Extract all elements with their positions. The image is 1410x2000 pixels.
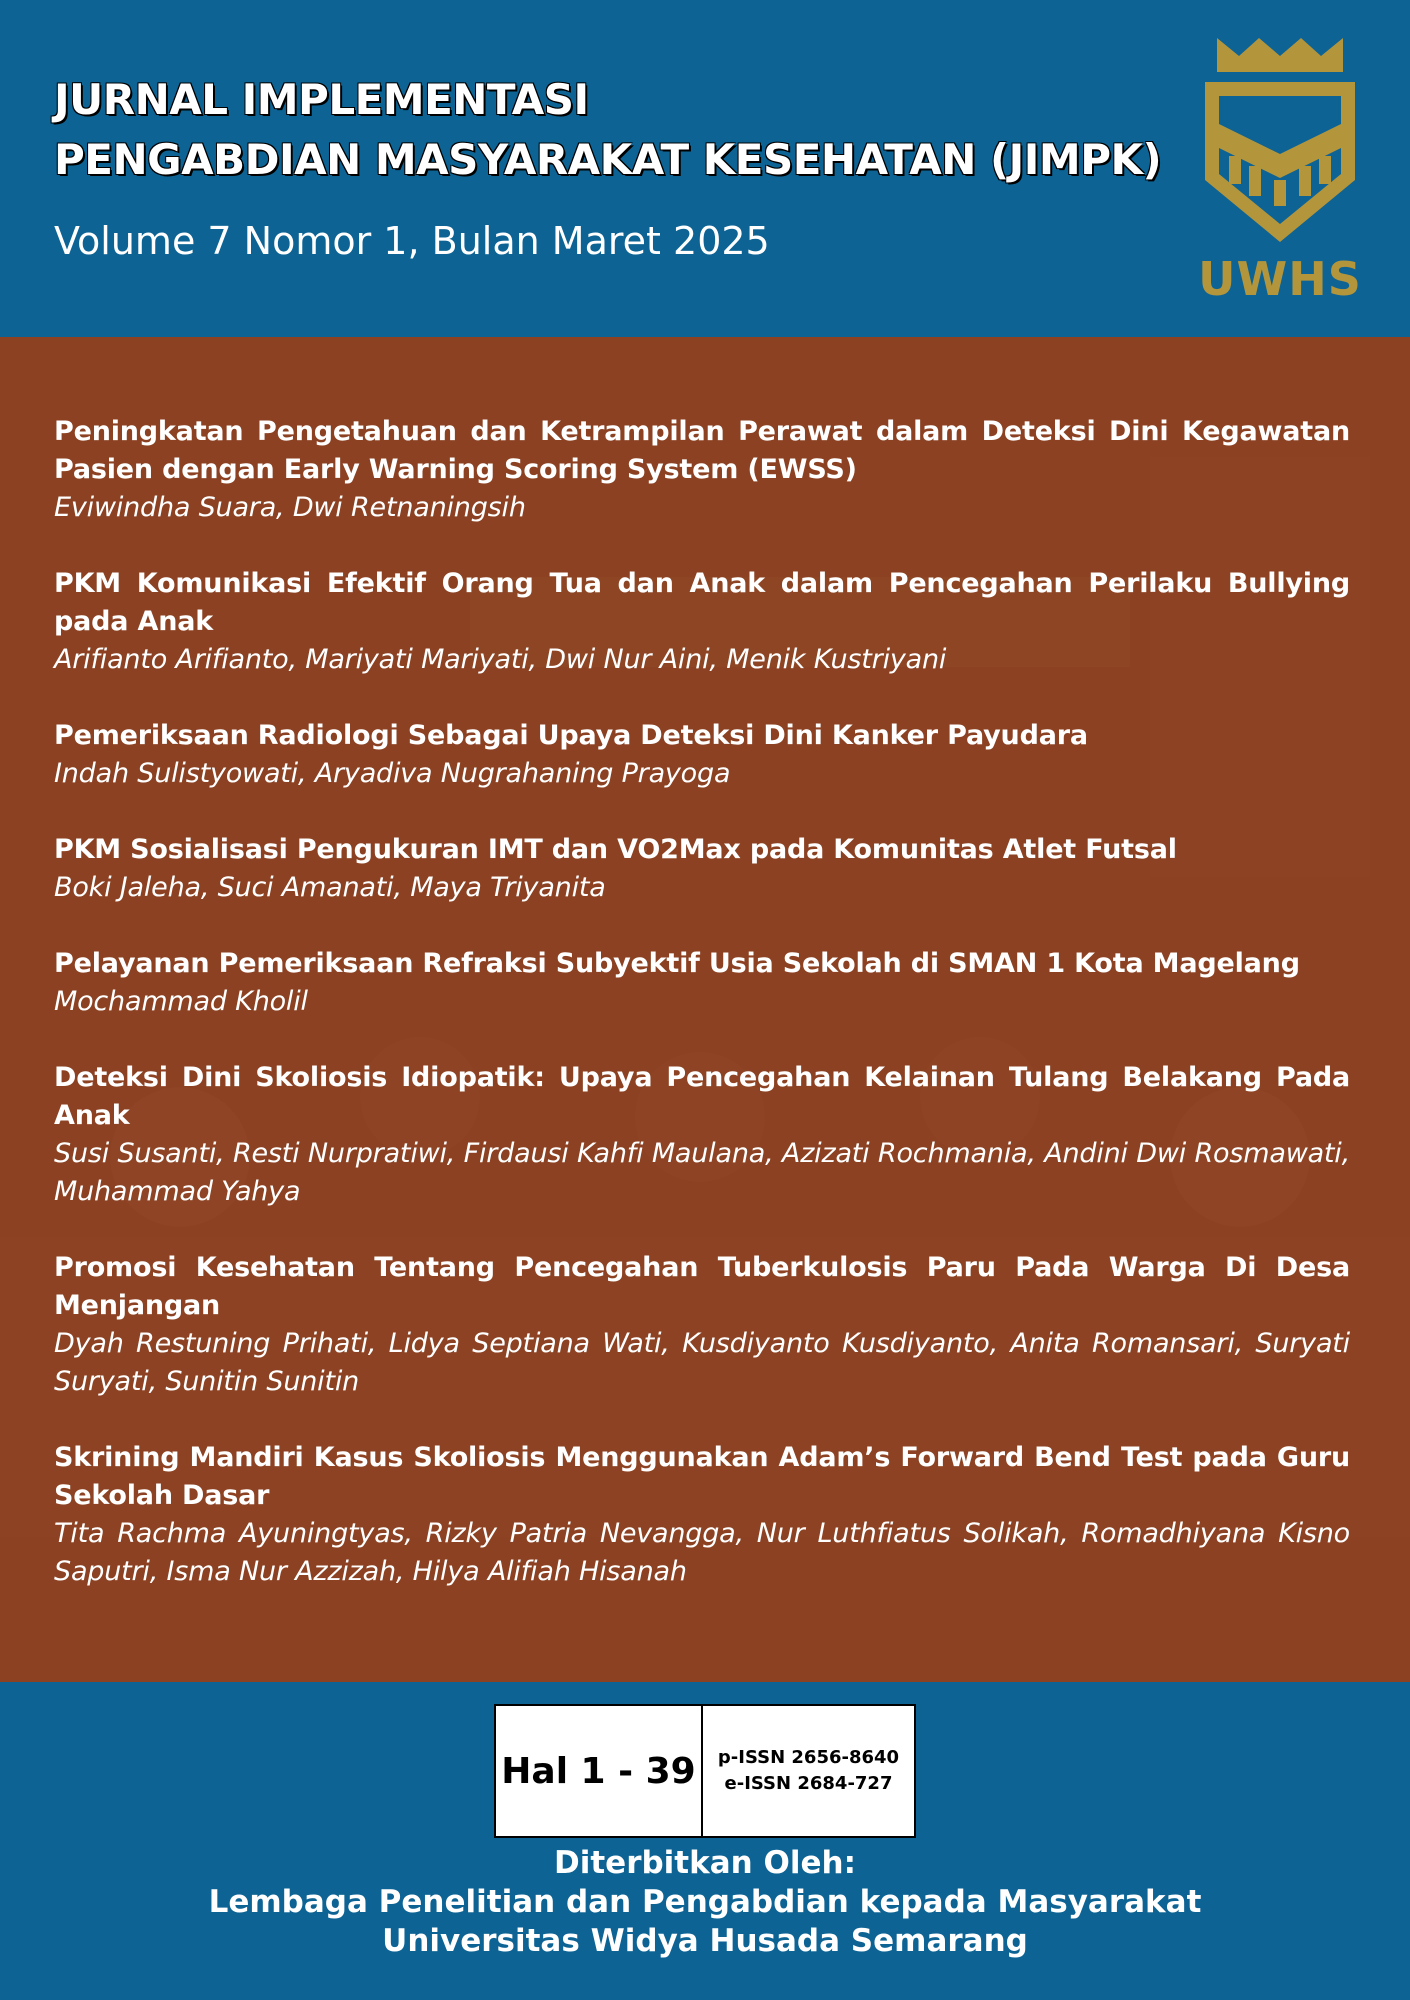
publisher-university: Universitas Widya Husada Semarang bbox=[382, 1923, 1028, 1959]
e-issn: e-ISSN 2684-727 bbox=[724, 1773, 893, 1794]
article-authors: Boki Jaleha, Suci Amanati, Maya Triyanita bbox=[54, 872, 606, 903]
journal-title-line-2: PENGABDIAN MASYARAKAT KESEHATAN (JIMPK) bbox=[54, 135, 1162, 184]
article-authors: Arifianto Arifianto, Mariyati Mariyati, Dwi Nur Aini, Menik Kustriyani bbox=[54, 644, 947, 675]
p-issn: p-ISSN 2656-8640 bbox=[717, 1747, 900, 1768]
article-item bbox=[54, 1439, 1350, 1591]
page-range-box: Hal 1 - 39 bbox=[494, 1704, 703, 1838]
article-title: Deteksi Dini Skoliosis Idiopatik: Upaya Pencegahan Kelainan Tulang Belakang Pada Anak bbox=[54, 1062, 1350, 1131]
article-title: PKM Komunikasi Efektif Orang Tua dan Anak dalam Pencegahan Perilaku Bullying pada Anak bbox=[54, 568, 1350, 637]
publisher-institute: Lembaga Penelitian dan Pengabdian kepada Masyarakat bbox=[208, 1884, 1202, 1920]
article-title: Skrining Mandiri Kasus Skoliosis Menggunakan Adam’s Forward Bend Test pada Guru Sekolah Dasar bbox=[54, 1442, 1350, 1511]
article-authors: Indah Sulistyowati, Aryadiva Nugrahaning Prayoga bbox=[54, 758, 731, 789]
article-authors: Eviwindha Suara, Dwi Retnaningsih bbox=[54, 492, 526, 523]
uwhs-logo bbox=[1195, 30, 1365, 310]
publisher-info bbox=[0, 1844, 1410, 1961]
issn-box bbox=[703, 1704, 916, 1838]
article-item bbox=[54, 831, 1350, 907]
cover-footer bbox=[0, 1682, 1410, 2000]
journal-title bbox=[54, 70, 1174, 190]
article-list bbox=[54, 413, 1350, 1629]
article-title: Promosi Kesehatan Tentang Pencegahan Tuberkulosis Paru Pada Warga Di Desa Menjangan bbox=[54, 1252, 1350, 1321]
article-authors: Tita Rachma Ayuningtyas, Rizky Patria Nevangga, Nur Luthfiatus Solikah, Romadhiyana Kisno Saputri, Isma Nur Azzizah, Hilya Alifiah Hisanah bbox=[54, 1518, 1350, 1587]
table-of-contents bbox=[0, 337, 1410, 1682]
journal-title-line-1: JURNAL IMPLEMENTASI bbox=[54, 75, 589, 124]
shield-crown-icon bbox=[1195, 30, 1365, 245]
article-item bbox=[54, 1249, 1350, 1401]
article-item bbox=[54, 565, 1350, 679]
article-item bbox=[54, 717, 1350, 793]
cover-header bbox=[0, 0, 1410, 337]
logo-text: UWHS bbox=[1198, 252, 1362, 306]
article-item bbox=[54, 1059, 1350, 1211]
article-title: Pemeriksaan Radiologi Sebagai Upaya Deteksi Dini Kanker Payudara bbox=[54, 720, 1088, 751]
article-authors: Susi Susanti, Resti Nurpratiwi, Firdausi Kahfi Maulana, Azizati Rochmania, Andini Dwi Rosmawati, Muhammad Yahya bbox=[54, 1138, 1350, 1207]
volume-info: Volume 7 Nomor 1, Bulan Maret 2025 bbox=[54, 219, 770, 263]
published-by-label: Diterbitkan Oleh: bbox=[554, 1845, 856, 1881]
article-title: Pelayanan Pemeriksaan Refraksi Subyektif Usia Sekolah di SMAN 1 Kota Magelang bbox=[54, 948, 1300, 979]
article-title: PKM Sosialisasi Pengukuran IMT dan VO2Max pada Komunitas Atlet Futsal bbox=[54, 834, 1177, 865]
article-authors: Mochammad Kholil bbox=[54, 986, 308, 1017]
article-title: Peningkatan Pengetahuan dan Ketrampilan Perawat dalam Deteksi Dini Kegawatan Pasien dengan Early Warning Scoring System (EWSS) bbox=[54, 416, 1350, 485]
article-authors: Dyah Restuning Prihati, Lidya Septiana Wati, Kusdiyanto Kusdiyanto, Anita Romansari, Suryati Suryati, Sunitin Sunitin bbox=[54, 1328, 1350, 1397]
article-item bbox=[54, 413, 1350, 527]
article-item bbox=[54, 945, 1350, 1021]
